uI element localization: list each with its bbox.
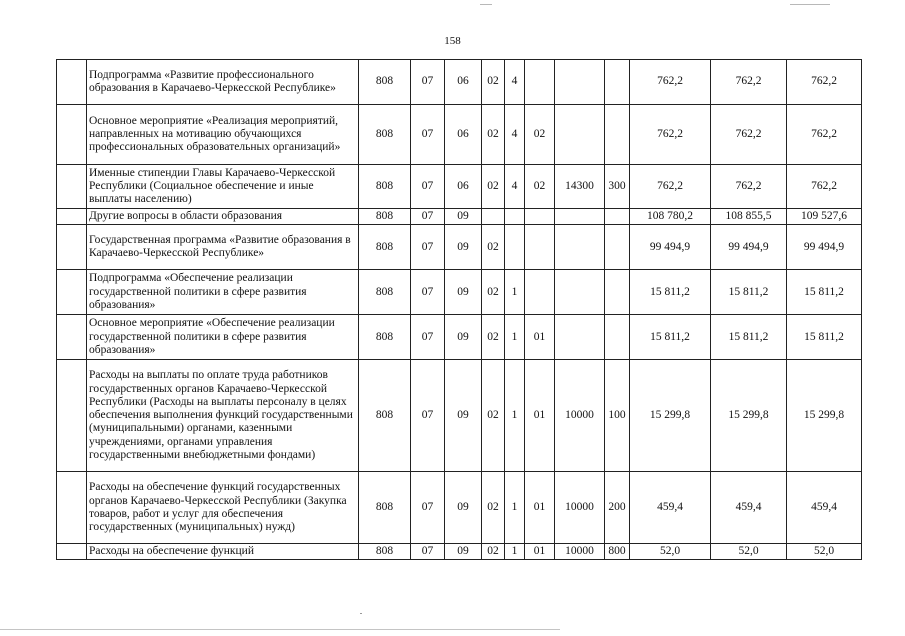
- code-cell: 01: [525, 315, 555, 360]
- code-cell: 07: [411, 315, 445, 360]
- code-cell: 02: [482, 60, 505, 105]
- amount-cell: 15 299,8: [787, 360, 862, 472]
- amount-cell: 15 299,8: [630, 360, 711, 472]
- amount-cell: 15 811,2: [711, 270, 787, 315]
- row-margin-cell: [57, 360, 87, 472]
- table-row: [57, 360, 862, 472]
- amount-cell: 108 780,2: [630, 209, 711, 225]
- code-cell: 02: [482, 270, 505, 315]
- amount-cell: 459,4: [787, 472, 862, 544]
- code-cell: [605, 225, 630, 270]
- amount-cell: 109 527,6: [787, 209, 862, 225]
- amount-cell: 15 811,2: [711, 315, 787, 360]
- code-cell: 09: [445, 544, 482, 560]
- code-cell: 02: [525, 105, 555, 165]
- code-cell: 10000: [555, 472, 605, 544]
- table-row: [57, 472, 862, 544]
- row-margin-cell: [57, 165, 87, 209]
- amount-cell: 459,4: [630, 472, 711, 544]
- amount-cell: 762,2: [787, 165, 862, 209]
- code-cell: 1: [505, 544, 525, 560]
- code-cell: 808: [359, 209, 411, 225]
- table-row: [57, 544, 862, 560]
- code-cell: 808: [359, 60, 411, 105]
- code-cell: [505, 225, 525, 270]
- code-cell: [555, 60, 605, 105]
- row-name: Основное мероприятие «Реализация мероприятий, направленных на мотивацию обучающихся профессиональных образовательных организаций»: [87, 105, 359, 165]
- code-cell: 808: [359, 472, 411, 544]
- table-row: [57, 105, 862, 165]
- row-margin-cell: [57, 315, 87, 360]
- code-cell: 808: [359, 360, 411, 472]
- code-cell: 808: [359, 315, 411, 360]
- code-cell: 09: [445, 360, 482, 472]
- code-cell: 07: [411, 472, 445, 544]
- code-cell: 1: [505, 360, 525, 472]
- amount-cell: 762,2: [787, 60, 862, 105]
- code-cell: [605, 209, 630, 225]
- amount-cell: 762,2: [711, 60, 787, 105]
- code-cell: 02: [482, 165, 505, 209]
- code-cell: 02: [482, 544, 505, 560]
- code-cell: [605, 105, 630, 165]
- code-cell: 808: [359, 544, 411, 560]
- row-margin-cell: [57, 544, 87, 560]
- code-cell: 07: [411, 544, 445, 560]
- scan-artifact-top: [480, 4, 492, 5]
- code-cell: [525, 270, 555, 315]
- scan-speck: [360, 613, 362, 614]
- code-cell: 02: [482, 105, 505, 165]
- page-number: 158: [444, 35, 461, 47]
- code-cell: [605, 60, 630, 105]
- row-margin-cell: [57, 270, 87, 315]
- code-cell: 02: [482, 225, 505, 270]
- amount-cell: 99 494,9: [630, 225, 711, 270]
- code-cell: 300: [605, 165, 630, 209]
- amount-cell: 459,4: [711, 472, 787, 544]
- code-cell: 808: [359, 225, 411, 270]
- row-name: Основное мероприятие «Обеспечение реализации государственной политики в сфере развития образования»: [87, 315, 359, 360]
- code-cell: [555, 270, 605, 315]
- amount-cell: 762,2: [711, 105, 787, 165]
- code-cell: [505, 209, 525, 225]
- code-cell: 09: [445, 225, 482, 270]
- budget-table: [56, 59, 862, 560]
- amount-cell: 762,2: [630, 60, 711, 105]
- row-name: Государственная программа «Развитие образования в Карачаево-Черкесской Республике»: [87, 225, 359, 270]
- code-cell: 06: [445, 60, 482, 105]
- code-cell: 4: [505, 60, 525, 105]
- code-cell: 06: [445, 105, 482, 165]
- amount-cell: 762,2: [630, 165, 711, 209]
- code-cell: [555, 105, 605, 165]
- code-cell: 14300: [555, 165, 605, 209]
- code-cell: 800: [605, 544, 630, 560]
- code-cell: 10000: [555, 360, 605, 472]
- code-cell: [525, 60, 555, 105]
- code-cell: 1: [505, 270, 525, 315]
- row-margin-cell: [57, 472, 87, 544]
- table-row: [57, 225, 862, 270]
- code-cell: 02: [482, 472, 505, 544]
- code-cell: 07: [411, 165, 445, 209]
- code-cell: 808: [359, 105, 411, 165]
- code-cell: 1: [505, 315, 525, 360]
- code-cell: 01: [525, 472, 555, 544]
- code-cell: 02: [482, 315, 505, 360]
- amount-cell: 762,2: [630, 105, 711, 165]
- code-cell: 07: [411, 270, 445, 315]
- table-row: [57, 270, 862, 315]
- amount-cell: 99 494,9: [711, 225, 787, 270]
- amount-cell: 15 811,2: [787, 270, 862, 315]
- code-cell: [525, 225, 555, 270]
- code-cell: 09: [445, 315, 482, 360]
- row-margin-cell: [57, 105, 87, 165]
- row-name: Именные стипендии Главы Карачаево-Черкесской Республики (Социальное обеспечение и иные выплаты населению): [87, 165, 359, 209]
- amount-cell: 108 855,5: [711, 209, 787, 225]
- code-cell: 09: [445, 270, 482, 315]
- amount-cell: 52,0: [711, 544, 787, 560]
- row-margin-cell: [57, 60, 87, 105]
- code-cell: 07: [411, 360, 445, 472]
- code-cell: 01: [525, 360, 555, 472]
- row-name: Подпрограмма «Обеспечение реализации государственной политики в сфере развития образования»: [87, 270, 359, 315]
- table-row: [57, 60, 862, 105]
- code-cell: 1: [505, 472, 525, 544]
- code-cell: [605, 315, 630, 360]
- code-cell: 07: [411, 209, 445, 225]
- code-cell: 100: [605, 360, 630, 472]
- amount-cell: 99 494,9: [787, 225, 862, 270]
- amount-cell: 762,2: [787, 105, 862, 165]
- row-name: Другие вопросы в области образования: [87, 209, 359, 225]
- row-name: Подпрограмма «Развитие профессионального образования в Карачаево-Черкесской Республике»: [87, 60, 359, 105]
- amount-cell: 15 811,2: [787, 315, 862, 360]
- scan-artifact-top-right: [790, 4, 830, 5]
- code-cell: 07: [411, 60, 445, 105]
- code-cell: 10000: [555, 544, 605, 560]
- code-cell: 4: [505, 105, 525, 165]
- code-cell: [525, 209, 555, 225]
- code-cell: 808: [359, 270, 411, 315]
- amount-cell: 15 811,2: [630, 270, 711, 315]
- code-cell: 09: [445, 209, 482, 225]
- code-cell: [555, 315, 605, 360]
- code-cell: 01: [525, 544, 555, 560]
- code-cell: 02: [525, 165, 555, 209]
- code-cell: [482, 209, 505, 225]
- table-row: [57, 209, 862, 225]
- code-cell: [555, 209, 605, 225]
- code-cell: [605, 270, 630, 315]
- code-cell: 02: [482, 360, 505, 472]
- amount-cell: 15 299,8: [711, 360, 787, 472]
- table-body: [57, 60, 862, 560]
- code-cell: 06: [445, 165, 482, 209]
- code-cell: 4: [505, 165, 525, 209]
- row-name: Расходы на обеспечение функций: [87, 544, 359, 560]
- row-name: Расходы на обеспечение функций государственных органов Карачаево-Черкесской Республики (Закупка товаров, работ и услуг для обеспечения государственных (муниципальных) нужд): [87, 472, 359, 544]
- code-cell: [555, 225, 605, 270]
- code-cell: 808: [359, 165, 411, 209]
- table-row: [57, 165, 862, 209]
- amount-cell: 52,0: [787, 544, 862, 560]
- table-row: [57, 315, 862, 360]
- code-cell: 09: [445, 472, 482, 544]
- code-cell: 200: [605, 472, 630, 544]
- amount-cell: 15 811,2: [630, 315, 711, 360]
- row-margin-cell: [57, 225, 87, 270]
- scan-artifact-bottom: [0, 629, 560, 630]
- amount-cell: 762,2: [711, 165, 787, 209]
- amount-cell: 52,0: [630, 544, 711, 560]
- code-cell: 07: [411, 225, 445, 270]
- row-name: Расходы на выплаты по оплате труда работников государственных органов Карачаево-Черкесской Республики (Расходы на выплаты персоналу в целях обеспечения выполнения функций государственными (муниципальными) органами, казенными учреждениями, органами управления государственными внебюджетными фондами): [87, 360, 359, 472]
- code-cell: 07: [411, 105, 445, 165]
- row-margin-cell: [57, 209, 87, 225]
